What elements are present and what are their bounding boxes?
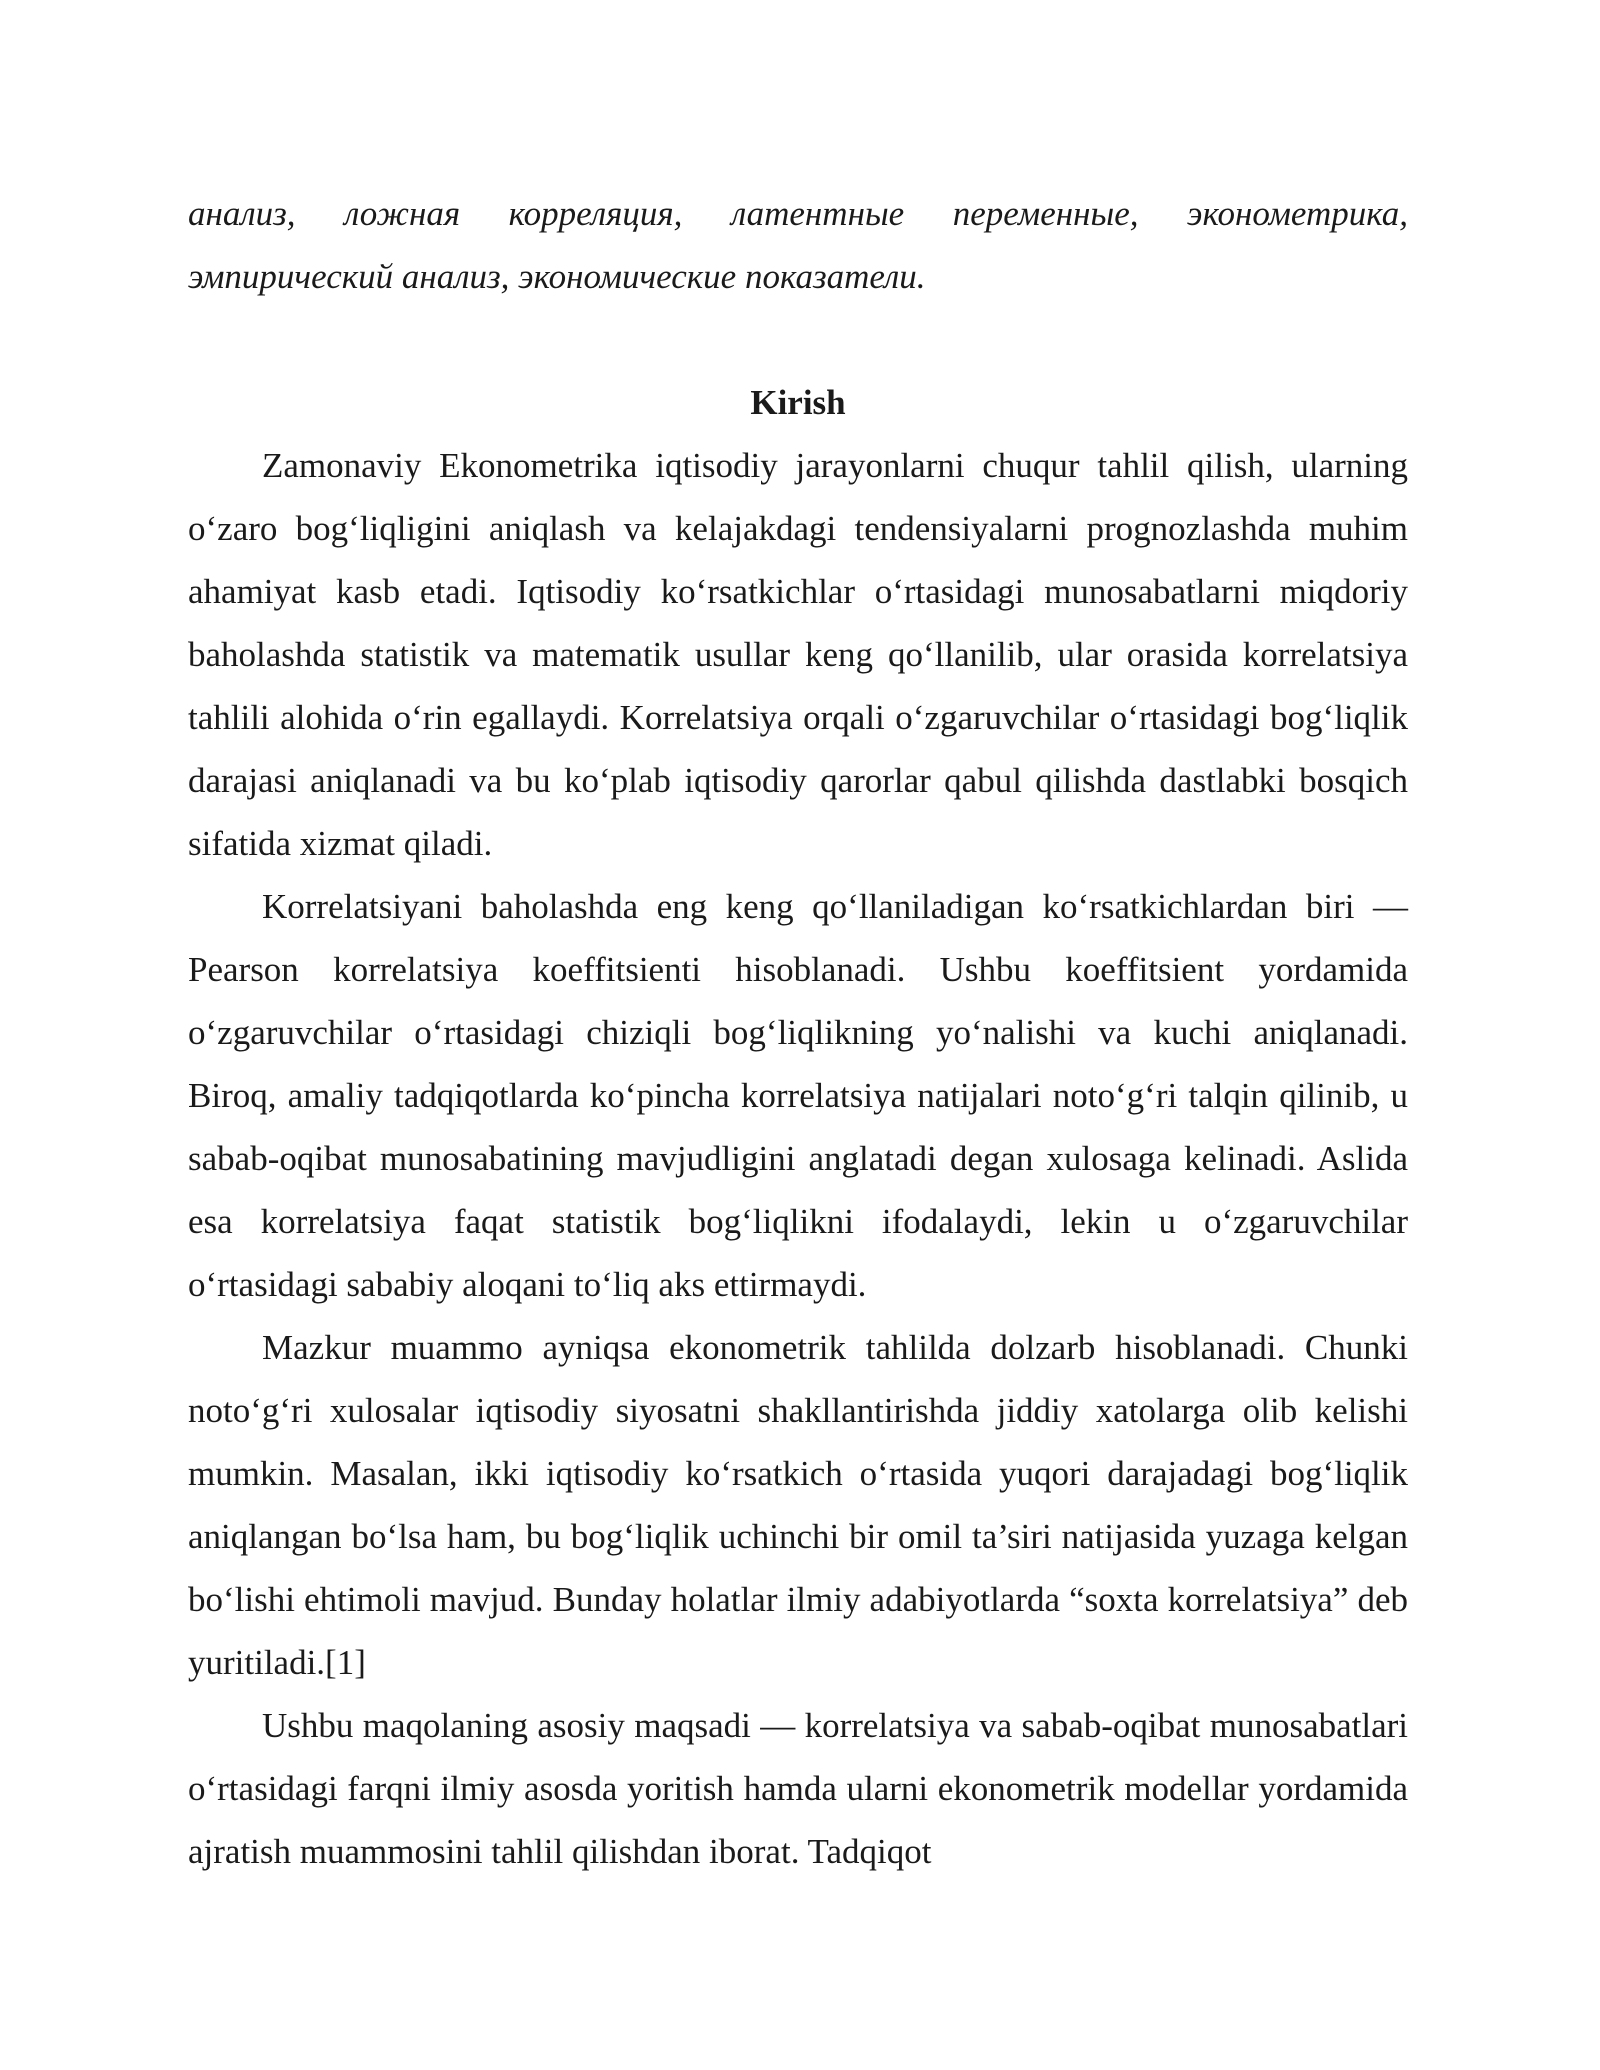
keywords-text: анализ, ложная корреляция, латентные переменные, эконометрика, эмпирический анализ, экономические показатели. xyxy=(188,194,1408,296)
paragraph-4: Ushbu maqolaning asosiy maqsadi — korrelatsiya va sabab-oqibat munosabatlari o‘rtasidagi farqni ilmiy asosda yoritish hamda ularni ekonometrik modellar yordamida ajratish muammosini tahlil qilishdan iborat. Tadqiqot xyxy=(188,1706,1408,1871)
section-heading: Kirish xyxy=(750,383,846,422)
paragraph-3: Mazkur muammo ayniqsa ekonometrik tahlilda dolzarb hisoblanadi. Chunki noto‘g‘ri xulosalar iqtisodiy siyosatni shakllantirishda jiddiy xatolarga olib kelishi mumkin. Masalan, ikki iqtisodiy ko‘rsatkich o‘rtasida yuqori darajadagi bog‘liqlik aniqlangan bo‘lsa ham, bu bog‘liqlik uchinchi bir omil ta’siri natijasida yuzaga kelgan bo‘lishi ehtimoli mavjud. Bunday holatlar ilmiy adabiyotlarda “soxta korrelatsiya” deb yuritiladi.[1] xyxy=(188,1328,1408,1682)
paragraph-1: Zamonaviy Ekonometrika iqtisodiy jarayonlarni chuqur tahlil qilish, ularning o‘zaro bog‘liqligini aniqlash va kelajakdagi tendensiyalarni prognozlashda muhim ahamiyat kasb etadi. Iqtisodiy ko‘rsatkichlar o‘rtasidagi munosabatlarni miqdoriy baholashda statistik va matematik usullar keng qo‘llanilib, ular orasida korrelatsiya tahlili alohida o‘rin egallaydi. Korrelatsiya orqali o‘zgaruvchilar o‘rtasidagi bog‘liqlik darajasi aniqlanadi va bu ko‘plab iqtisodiy qarorlar qabul qilishda dastlabki bosqich sifatida xizmat qiladi. xyxy=(188,446,1408,863)
document-page xyxy=(188,182,1408,1883)
paragraph-2: Korrelatsiyani baholashda eng keng qo‘llaniladigan ko‘rsatkichlardan biri — Pearson korrelatsiya koeffitsienti hisoblanadi. Ushbu koeffitsient yordamida o‘zgaruvchilar o‘rtasidagi chiziqli bog‘liqlikning yo‘nalishi va kuchi aniqlanadi. Biroq, amaliy tadqiqotlarda ko‘pincha korrelatsiya natijalari noto‘g‘ri talqin qilinib, u sabab-oqibat munosabatining mavjudligini anglatadi degan xulosaga kelinadi. Aslida esa korrelatsiya faqat statistik bog‘liqlikni ifodalaydi, lekin u o‘zgaruvchilar o‘rtasidagi sababiy aloqani to‘liq aks ettirmaydi. xyxy=(188,887,1408,1304)
